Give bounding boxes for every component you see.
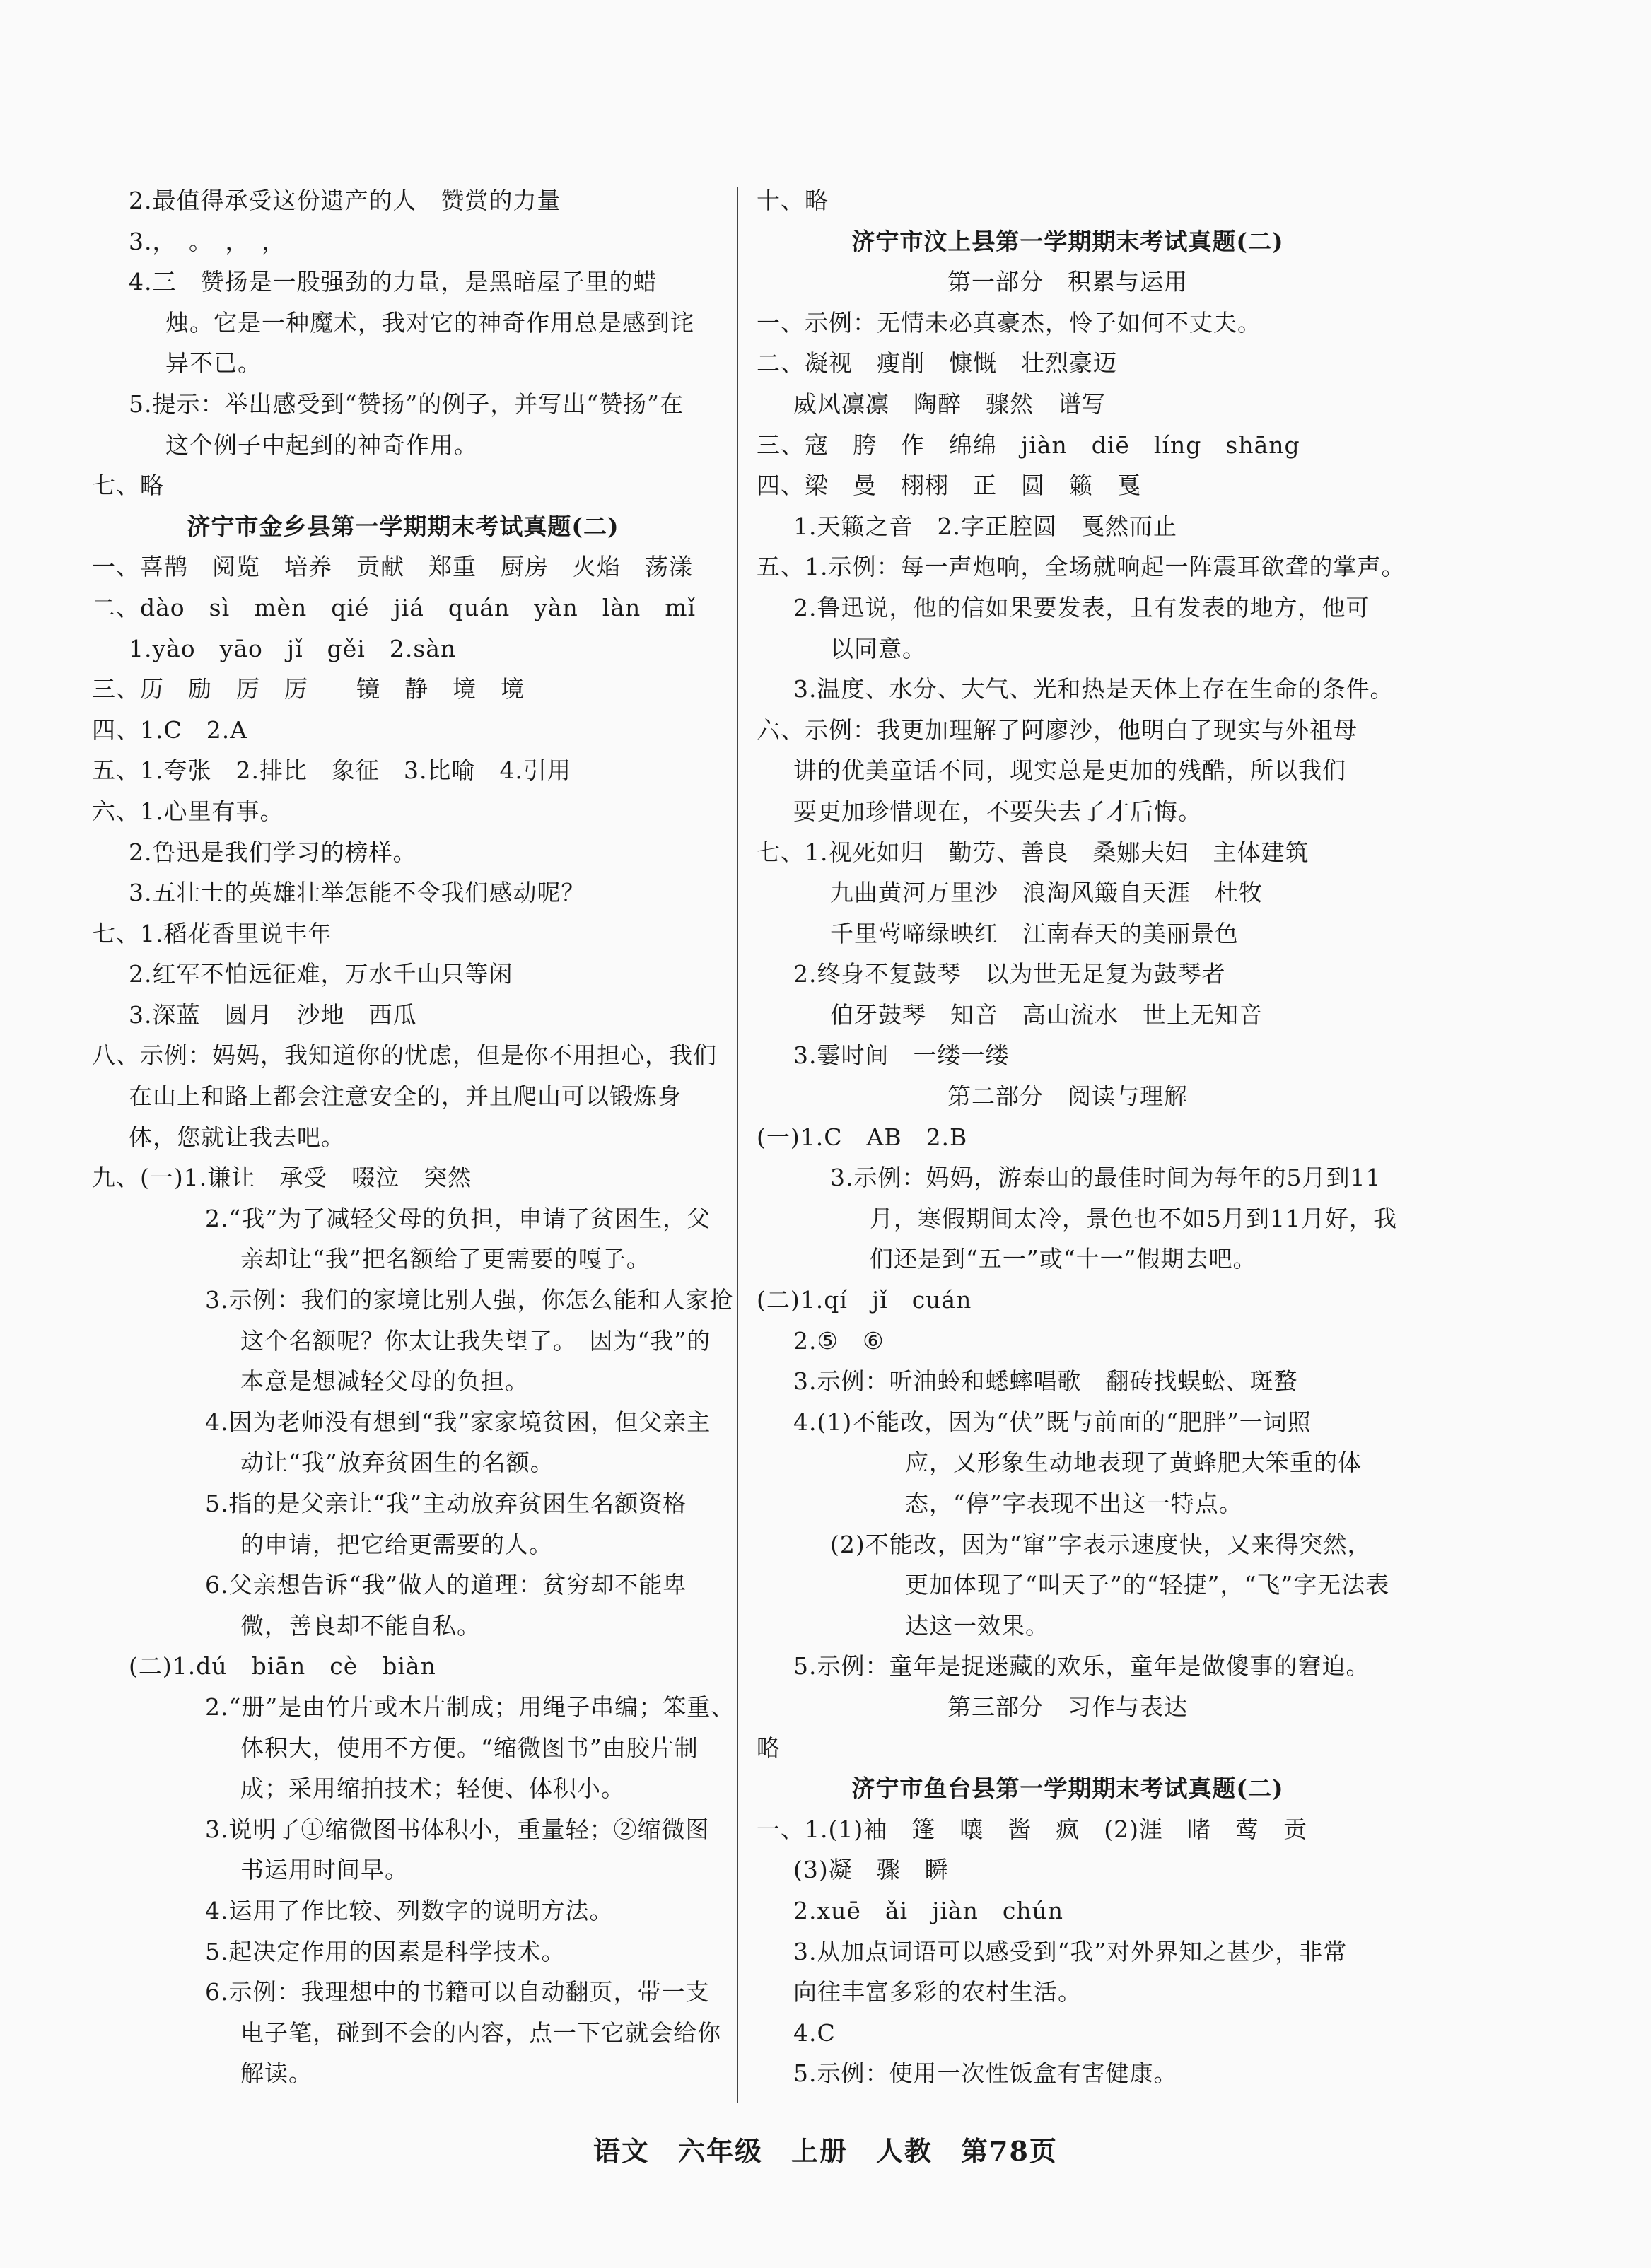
answer-line: 在山上和路上都会注意安全的，并且爬山可以锻炼身 xyxy=(129,1082,682,1111)
answer-line: 解读。 xyxy=(240,2059,313,2088)
answer-line: 七、略 xyxy=(92,472,164,500)
answer-line: 亲却让“我”把名额给了更需要的嘎子。 xyxy=(240,1245,651,1273)
answer-line: 达这一效果。 xyxy=(905,1611,1049,1639)
answer-line: 的申请，把它给更需要的人。 xyxy=(240,1530,553,1558)
answer-line: 6.示例：我理想中的书籍可以自动翻页，带一支 xyxy=(205,1978,710,2006)
answer-line: 五、1.夸张 2.排比 象征 3.比喻 4.引用 xyxy=(92,756,571,785)
answer-line: 这个例子中起到的神奇作用。 xyxy=(165,431,478,459)
answer-line: 千里莺啼绿映红 江南春天的美丽景色 xyxy=(830,919,1239,947)
answer-line: 书运用时间早。 xyxy=(240,1856,409,1884)
answer-line: 3.五壮士的英雄壮举怎能不令我们感动呢？ xyxy=(129,879,585,907)
answer-line: 3.示例：妈妈，游泰山的最佳时间为每年的5月到11 xyxy=(830,1164,1382,1192)
answer-line: 七、1.稻花香里说丰年 xyxy=(92,919,332,947)
answer-line: 九曲黄河万里沙 浪淘风簸自天涯 杜牧 xyxy=(830,879,1263,907)
answer-line: 2.红军不怕远征难，万水千山只等闲 xyxy=(129,960,513,988)
section-heading: 济宁市汶上县第一学期期末考试真题(二) xyxy=(851,227,1284,255)
answer-line: 一、1.(1)袖 篷 嚷 酱 疯 (2)涯 睹 莺 贡 xyxy=(757,1815,1307,1843)
answer-line: 这个名额呢？你太让我失望了。 因为“我”的 xyxy=(240,1326,711,1355)
answer-line: 5.示例：童年是捉迷藏的欢乐，童年是做傻事的窘迫。 xyxy=(793,1652,1370,1680)
answer-line: (3)凝 骤 瞬 xyxy=(793,1856,949,1884)
right-column xyxy=(757,180,1406,2094)
answer-line: 5.指的是父亲让“我”主动放弃贫困生名额资格 xyxy=(205,1490,687,1517)
section-heading: 济宁市鱼台县第一学期期末考试真题(二) xyxy=(851,1775,1284,1803)
answer-line: 月，寒假期间太冷，景色也不如5月到11月好，我 xyxy=(870,1204,1397,1232)
answer-line: 4.因为老师没有想到“我”家家境贫困，但父亲主 xyxy=(205,1408,711,1436)
answer-line: 威风凛凛 陶醉 骤然 谱写 xyxy=(793,390,1106,418)
answer-line: 4.(1)不能改，因为“伏”既与前面的“肥胖”一词照 xyxy=(793,1408,1312,1436)
answer-line: 八、示例：妈妈，我知道你的忧虑，但是你不用担心，我们 xyxy=(92,1041,717,1070)
answer-line: 七、1.视死如归 勤劳、善良 桑娜夫妇 主体建筑 xyxy=(757,838,1309,866)
answer-line: 伯牙鼓琴 知音 高山流水 世上无知音 xyxy=(830,1000,1263,1029)
answer-line: 四、1.C 2.A xyxy=(92,715,248,744)
answer-line: 十、略 xyxy=(757,187,829,214)
answer-line: 3.示例：我们的家境比别人强，你怎么能和人家抢 xyxy=(205,1286,734,1314)
answer-line: 3.温度、水分、大气、光和热是天体上存在生命的条件。 xyxy=(793,675,1394,703)
answer-line: 五、1.示例：每一声炮响，全场就响起一阵震耳欲聋的掌声。 xyxy=(757,553,1406,581)
answer-line: 应，又形象生动地表现了黄蜂肥大笨重的体 xyxy=(905,1449,1362,1477)
answer-line: 体，您就让我去吧。 xyxy=(129,1123,345,1151)
answer-line: 略 xyxy=(757,1734,781,1762)
answer-line: 二、凝视 瘦削 慷慨 壮烈豪迈 xyxy=(757,349,1117,378)
answer-line: 5.提示：举出感受到“赞扬”的例子，并写出“赞扬”在 xyxy=(129,390,684,418)
answer-line: 6.父亲想告诉“我”做人的道理：贫穷却不能卑 xyxy=(205,1571,687,1599)
answer-line: 体积大，使用不方便。“缩微图书”由胶片制 xyxy=(240,1734,699,1762)
left-column xyxy=(92,180,735,2094)
answer-line: 一、示例：无情未必真豪杰，怜子如何不丈夫。 xyxy=(757,308,1261,337)
answer-line: 微，善良却不能自私。 xyxy=(240,1611,481,1639)
answer-line: 一、喜鹊 阅览 培养 贡献 郑重 厨房 火焰 荡漾 xyxy=(92,553,693,581)
answer-line: 更加体现了“叫天子”的“轻捷”，“飞”字无法表 xyxy=(905,1571,1390,1599)
answer-line: 2.“我”为了减轻父母的负担，申请了贫困生，父 xyxy=(205,1204,711,1232)
answer-line: 成；采用缩拍技术；轻便、体积小。 xyxy=(240,1775,625,1803)
answer-line: 三、寇 胯 作 绵绵 jiàn diē líng shāng xyxy=(757,431,1300,459)
answer-line: 5.示例：使用一次性饭盒有害健康。 xyxy=(793,2059,1178,2088)
answer-line: 3.从加点词语可以感受到“我”对外界知之甚少，非常 xyxy=(793,1937,1348,1965)
answer-line: 本意是想减轻父母的负担。 xyxy=(240,1367,529,1396)
answer-line: 4.C xyxy=(793,2018,836,2047)
answer-line: 3.霎时间 一缕一缕 xyxy=(793,1041,1010,1070)
answer-line: 5.起决定作用的因素是科学技术。 xyxy=(205,1937,566,1965)
answer-line: 3.说明了①缩微图书体积小，重量轻；②缩微图 xyxy=(205,1815,710,1843)
section-heading: 济宁市金乡县第一学期期末考试真题(二) xyxy=(187,512,619,540)
answer-line: 4.运用了作比较、列数字的说明方法。 xyxy=(205,1896,614,1924)
answer-line: 2.鲁迅说，他的信如果要发表，且有发表的地方，他可 xyxy=(793,593,1370,621)
answer-line: 六、1.心里有事。 xyxy=(92,797,284,825)
answer-line: 以同意。 xyxy=(830,634,926,662)
page-footer: 语文 六年级 上册 人教 第78页 xyxy=(593,2135,1058,2167)
column-divider xyxy=(737,187,738,2103)
answer-line: 九、(一)1.谦让 承受 啜泣 突然 xyxy=(92,1164,472,1192)
subsection-heading: 第三部分 习作与表达 xyxy=(947,1693,1188,1721)
answer-line: 1.天籁之音 2.字正腔圆 戛然而止 xyxy=(793,512,1177,540)
answer-line: 2.xuē ǎi jiàn chún xyxy=(793,1896,1064,1924)
answer-line: 2.“册”是由竹片或木片制成；用绳子串编；笨重、 xyxy=(205,1693,735,1721)
answer-line: 2.⑤ ⑥ xyxy=(793,1326,885,1355)
answer-line: 电子笔，碰到不会的内容，点一下它就会给你 xyxy=(240,2018,721,2047)
answer-line: 动让“我”放弃贫困生的名额。 xyxy=(240,1449,554,1477)
answer-line: 向往丰富多彩的农村生活。 xyxy=(793,1978,1082,2006)
answer-line: 烛。它是一种魔术，我对它的神奇作用总是感到诧 xyxy=(165,308,694,337)
answer-line: 们还是到“五一”或“十一”假期去吧。 xyxy=(870,1245,1257,1273)
answer-line: 三、历 励 厉 厉 镜 静 境 境 xyxy=(92,675,525,703)
subsection-heading: 第二部分 阅读与理解 xyxy=(947,1082,1188,1111)
subsection-heading: 第一部分 积累与运用 xyxy=(947,268,1188,296)
answer-line: (2)不能改，因为“窜”字表示速度快，又来得突然， xyxy=(830,1530,1372,1558)
answer-line: (一)1.C AB 2.B xyxy=(757,1123,968,1151)
answer-line: 4.三 赞扬是一股强劲的力量，是黑暗屋子里的蜡 xyxy=(129,268,658,296)
answer-line: 2.鲁迅是我们学习的榜样。 xyxy=(129,838,417,866)
answer-line: (二)1.dú biān cè biàn xyxy=(129,1652,436,1680)
answer-line: 异不已。 xyxy=(165,349,262,378)
answer-line: 1.yào yāo jǐ gěi 2.sàn xyxy=(129,634,457,662)
answer-line: 六、示例：我更加理解了阿廖沙，他明白了现实与外祖母 xyxy=(757,715,1358,744)
answer-line: 二、dào sì mèn qié jiá quán yàn làn mǐ xyxy=(92,593,696,621)
answer-line: (二)1.qí jǐ cuán xyxy=(757,1286,972,1314)
answer-line: 3.示例：听油蛉和蟋蟀唱歌 翻砖找蜈蚣、斑蝥 xyxy=(793,1367,1298,1396)
answer-line: 3.， 。 ， ， xyxy=(129,227,286,255)
answer-line: 态，“停”字表现不出这一特点。 xyxy=(905,1490,1243,1517)
answer-line: 要更加珍惜现在，不要失去了才后悔。 xyxy=(793,797,1202,825)
answer-line: 2.终身不复鼓琴 以为世无足复为鼓琴者 xyxy=(793,960,1226,988)
answer-line: 讲的优美童话不同，现实总是更加的残酷，所以我们 xyxy=(793,756,1346,785)
answer-line: 2.最值得承受这份遗产的人 赞赏的力量 xyxy=(129,187,561,214)
answer-line: 四、梁 曼 栩栩 正 圆 籁 戛 xyxy=(757,472,1141,500)
answer-line: 3.深蓝 圆月 沙地 西瓜 xyxy=(129,1000,417,1029)
